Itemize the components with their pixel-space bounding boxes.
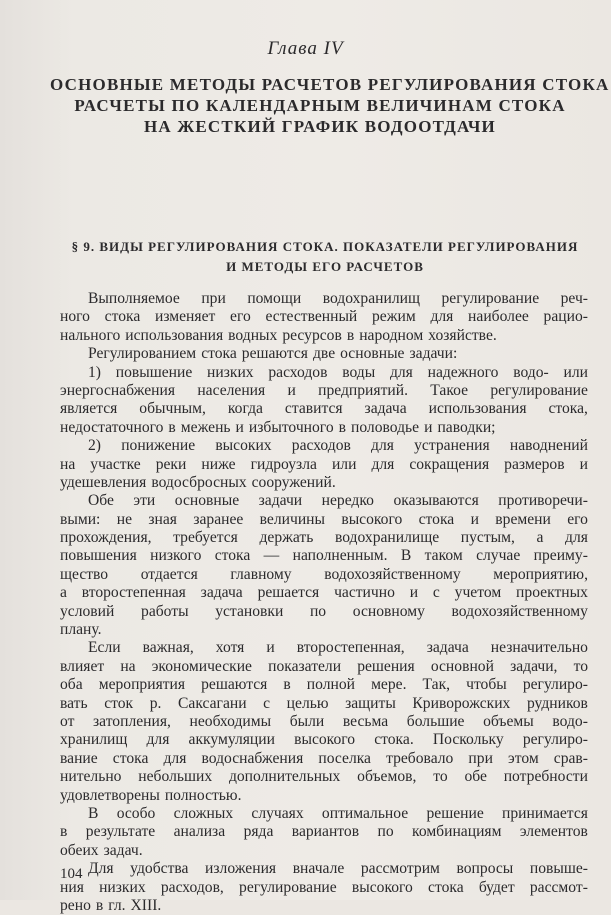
- text-line: ния низких расходов, регулирование высокого стока будет рассмот-: [60, 878, 588, 896]
- text-line: ного стока изменяет его естественный режим для наиболее рацио-: [60, 308, 588, 326]
- text-line: повышения низкого стока — наполненным. В таком случае преиму-: [60, 547, 588, 565]
- text-line: нительно небольших дополнительных объемов, то обе потребности: [60, 768, 588, 786]
- text-line: на участке реки ниже гидроузла или для сокращения размеров и: [60, 455, 588, 473]
- text-line: плану.: [60, 621, 102, 639]
- chapter-title: [50, 74, 610, 137]
- chapter-label: Глава IV: [267, 38, 344, 59]
- text-line: рено в гл. XIII.: [60, 896, 162, 914]
- text-line: условий работы установки по основному водохозяйственному: [60, 602, 588, 620]
- body-text: [60, 290, 588, 915]
- text-line: Обе эти основные задачи нередко оказываются противоречи-: [88, 492, 588, 510]
- text-line: обеих задач.: [60, 841, 143, 859]
- text-line: хранилищ для аккумуляции высокого стока. Поскольку регулиро-: [60, 731, 588, 749]
- text-line: В особо сложных случаях оптимальное решение принимается: [88, 804, 588, 822]
- text-line: а второстепенная задача решается частично и с учетом проектных: [60, 584, 588, 602]
- text-line: недостаточного в межень и избыточного в половодье и паводки;: [60, 418, 496, 436]
- text-line: Регулированием стока решаются две основные задачи:: [88, 345, 458, 363]
- chapter-title-line: РАСЧЕТЫ ПО КАЛЕНДАРНЫМ ВЕЛИЧИНАМ СТОКА: [74, 96, 566, 115]
- text-line: является обычным, когда ставится задача использования стока,: [60, 400, 588, 418]
- text-line: энергоснабжения населения и предприятий. Такое регулирование: [60, 381, 588, 399]
- text-line: прохождения, требуется держать водохранилище пустым, а для: [60, 529, 588, 547]
- chapter-title-line: НА ЖЕСТКИЙ ГРАФИК ВОДООТДАЧИ: [144, 117, 496, 136]
- text-line: нального использования водных ресурсов в народном хозяйстве.: [60, 326, 497, 344]
- text-line: влияет на экономические показатели решения основной задачи, то: [60, 657, 588, 675]
- section-title-line: § 9. ВИДЫ РЕГУЛИРОВАНИЯ СТОКА. ПОКАЗАТЕЛИ РЕГУЛИРОВАНИЯ: [71, 239, 579, 254]
- chapter-title-line: ОСНОВНЫЕ МЕТОДЫ РАСЧЕТОВ РЕГУЛИРОВАНИЯ СТОКА: [50, 75, 610, 94]
- text-line: удешевления водосбросных сооружений.: [60, 473, 336, 491]
- section-title-line: И МЕТОДЫ ЕГО РАСЧЕТОВ: [226, 259, 424, 274]
- text-line: от затопления, необходимы были весьма большие объемы водо-: [60, 712, 588, 730]
- text-line: Выполняемое при помощи водохранилищ регулирование реч-: [88, 290, 588, 307]
- text-line: оба мероприятия решаются в полной мере. Так, чтобы регулиро-: [60, 676, 588, 694]
- text-line: щество отдается главному водохозяйственному мероприятию,: [60, 565, 588, 583]
- section-title: [60, 237, 590, 277]
- text-line: Для удобства изложения вначале рассмотрим вопросы повыше-: [88, 860, 588, 878]
- text-line: удовлетворены полностью.: [60, 786, 242, 804]
- text-line: 2) понижение высоких расходов для устранения наводнений: [88, 437, 588, 455]
- text-line: Если важная, хотя и второстепенная, задача незначительно: [88, 639, 588, 657]
- text-line: вать сток р. Саксагани с целью защиты Криворожских рудников: [60, 694, 588, 712]
- text-line: в результате анализа ряда вариантов по комбинациям элементов: [60, 823, 588, 841]
- text-line: вание стока для водоснабжения поселка требовало при этом срав-: [60, 749, 588, 767]
- text-line: 1) повышение низких расходов воды для надежного водо- или: [88, 363, 588, 381]
- text-line: выми: не зная заранее величины высокого стока и времени его: [60, 510, 588, 528]
- page-number: 104: [60, 866, 83, 882]
